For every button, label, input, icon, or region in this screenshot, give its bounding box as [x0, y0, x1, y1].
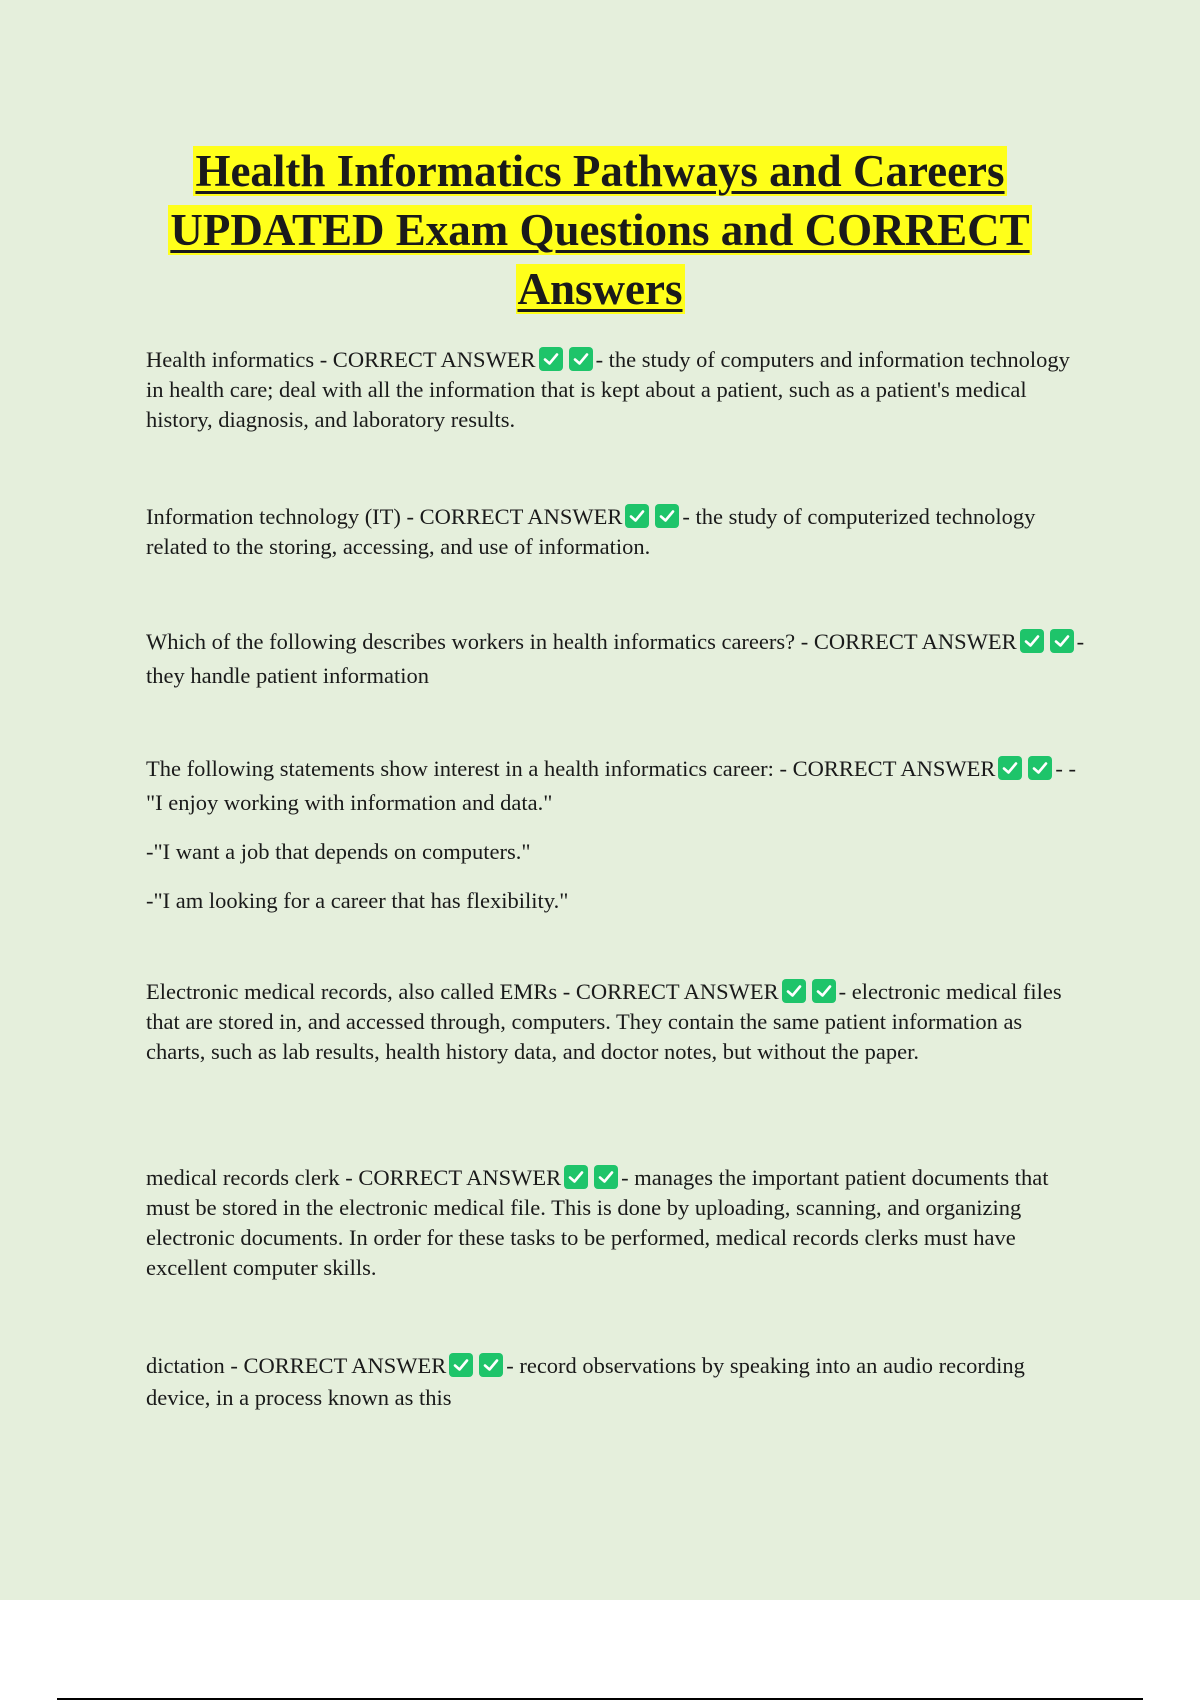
check-mark-icon	[594, 1165, 618, 1189]
qa-entry-emr	[146, 977, 1086, 1067]
qa-paragraph	[146, 977, 1086, 1067]
check-mark-icon	[1020, 629, 1044, 653]
check-mark-icon	[1050, 629, 1074, 653]
check-mark-icon	[812, 979, 836, 1003]
check-mark-icon	[569, 347, 593, 371]
qa-entry-information-technology	[146, 502, 1086, 562]
qa-term: Health informatics - CORRECT ANSWER	[146, 347, 536, 372]
qa-extra-line: -"I want a job that depends on computers."	[146, 839, 531, 864]
document-title	[100, 142, 1100, 319]
check-mark-icon	[449, 1353, 473, 1377]
qa-entry-medical-records-clerk	[146, 1163, 1086, 1283]
qa-answer: - record observations by speaking into an audio recording device, in a process known as this	[146, 1353, 1025, 1410]
check-mark-icon	[539, 347, 563, 371]
qa-entry-health-informatics	[146, 345, 1086, 435]
check-mark-icon	[1028, 756, 1052, 780]
check-mark-icon	[655, 504, 679, 528]
check-mark-icon	[782, 979, 806, 1003]
qa-extra-line: -"I am looking for a career that has flexibility."	[146, 888, 569, 913]
qa-term: dictation - CORRECT ANSWER	[146, 1353, 447, 1378]
qa-answer: - the study of computers and information technology in health care; deal with all the information that is kept about a patient, such as a patient's medical history, diagnosis, and laboratory results.	[146, 347, 1070, 432]
qa-term: The following statements show interest in a health informatics career: - CORRECT ANSWER	[146, 756, 996, 781]
qa-entry-interest-statements	[146, 752, 1086, 918]
qa-entry-dictation	[146, 1350, 1086, 1414]
qa-answer: - electronic medical files that are stored in, and accessed through, computers. They contain the same patient information as charts, such as lab results, health history data, and doctor notes, but without the paper.	[146, 979, 1062, 1064]
check-mark-icon	[998, 756, 1022, 780]
title-line-1: Health Informatics Pathways and Careers	[195, 146, 1005, 196]
check-mark-icon	[564, 1165, 588, 1189]
qa-paragraph	[146, 625, 1086, 693]
check-mark-icon	[625, 504, 649, 528]
qa-answer: - manages the important patient documents that must be stored in the electronic medical file. This is done by uploading, scanning, and organizing electronic documents. In order for these tasks to be performed, medical records clerks must have excellent computer skills.	[146, 1165, 1049, 1280]
title-line-3: Answers	[517, 264, 683, 314]
qa-paragraph	[146, 345, 1086, 435]
title-line-2: UPDATED Exam Questions and CORRECT	[170, 205, 1030, 255]
qa-term: Electronic medical records, also called EMRs - CORRECT ANSWER	[146, 979, 779, 1004]
qa-term: Information technology (IT) - CORRECT ANSWER	[146, 504, 623, 529]
qa-term: medical records clerk - CORRECT ANSWER	[146, 1165, 562, 1190]
qa-term: Which of the following describes workers in health informatics careers? - CORRECT ANSWER	[146, 629, 1017, 654]
check-mark-icon	[479, 1353, 503, 1377]
qa-paragraph	[146, 1163, 1086, 1283]
qa-answer: - -"I enjoy working with information and data."	[146, 756, 1077, 815]
qa-paragraph	[146, 1350, 1086, 1414]
qa-paragraph	[146, 752, 1086, 820]
qa-answer: - they handle patient information	[146, 629, 1085, 688]
qa-entry-workers	[146, 625, 1086, 693]
qa-answer: - the study of computerized technology related to the storing, accessing, and use of information.	[146, 504, 1036, 559]
qa-paragraph	[146, 502, 1086, 562]
